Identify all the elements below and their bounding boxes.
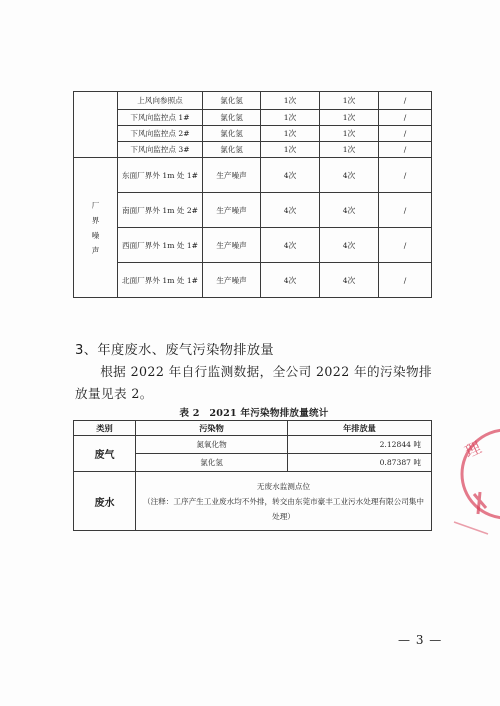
monitor-factor: 生产噪声	[203, 263, 261, 298]
monitor-point: 下风向监控点 3#	[118, 142, 203, 158]
emission-amount: 2.12844 吨	[288, 436, 432, 454]
water-note-cell	[136, 472, 432, 531]
monitor-note: /	[379, 263, 432, 298]
monitor-factor: 氯化氢	[203, 142, 261, 158]
monitor-point: 上风向参照点	[118, 92, 203, 110]
svg-text:理: 理	[461, 437, 485, 462]
monitor-note: /	[379, 158, 432, 193]
monitor-frequency: 4次	[261, 193, 320, 228]
water-category-cell: 废水	[74, 472, 136, 531]
table-caption: 表 2 2021 年污染物排放量统计	[179, 408, 329, 419]
monitor-factor: 生产噪声	[203, 228, 261, 263]
seal-stamp-icon	[440, 422, 500, 542]
monitor-point: 东面厂界外 1m 处 1#	[118, 158, 203, 193]
pollutant-name: 氯化氢	[136, 454, 288, 472]
table-row	[74, 110, 432, 126]
gas-category-cell: 废气	[74, 436, 136, 472]
monitor-note: /	[379, 110, 432, 126]
monitor-factor: 生产噪声	[203, 158, 261, 193]
table-row	[74, 142, 432, 158]
monitor-frequency: 4次	[261, 158, 320, 193]
monitor-note: /	[379, 142, 432, 158]
monitor-point: 下风向监控点 2#	[118, 126, 203, 142]
table-row	[74, 126, 432, 142]
page-number: — 3 —	[398, 633, 443, 647]
monitor-factor: 氯化氢	[203, 126, 261, 142]
monitor-frequency: 4次	[320, 228, 379, 263]
monitor-point: 南面厂界外 1m 处 2#	[118, 193, 203, 228]
monitor-point: 下风向监控点 1#	[118, 110, 203, 126]
water-note-line: 无废水监测点位	[256, 481, 311, 491]
emission-amount: 0.87387 吨	[288, 454, 432, 472]
table-row	[74, 472, 432, 531]
monitor-point: 西面厂界外 1m 处 1#	[118, 228, 203, 263]
monitor-note: /	[379, 228, 432, 263]
monitor-frequency: 4次	[320, 158, 379, 193]
monitor-frequency: 1次	[320, 126, 379, 142]
monitor-factor: 氯化氢	[203, 110, 261, 126]
monitor-factor: 生产噪声	[203, 193, 261, 228]
header-pollutant: 污染物	[136, 421, 288, 436]
empty-category-cell	[74, 92, 118, 158]
table-header-row	[74, 421, 432, 436]
table-row	[74, 436, 432, 454]
monitor-point: 北面厂界外 1m 处 1#	[118, 263, 203, 298]
monitor-frequency: 1次	[320, 110, 379, 126]
section-heading: 3、年度废水、废气污染物排放量	[75, 343, 275, 358]
monitor-frequency: 4次	[261, 263, 320, 298]
monitor-factor: 氯化氢	[203, 92, 261, 110]
monitor-frequency: 4次	[320, 263, 379, 298]
table-row	[74, 228, 432, 263]
noise-category-cell: 厂界噪声	[74, 158, 118, 298]
monitor-frequency: 4次	[261, 228, 320, 263]
table-row	[74, 263, 432, 298]
monitor-frequency: 1次	[261, 142, 320, 158]
header-amount: 年排放量	[288, 421, 432, 436]
monitor-note: /	[379, 193, 432, 228]
monitor-frequency: 1次	[261, 92, 320, 110]
header-category: 类别	[74, 421, 136, 436]
pollutant-name: 氮氧化物	[136, 436, 288, 454]
monitor-note: /	[379, 92, 432, 110]
monitor-frequency: 1次	[261, 126, 320, 142]
water-note-detail: （注释：工序产生工业废水均不外排，转交由东莞市豪丰工业污水处理有限公司集中处理）	[143, 496, 424, 521]
emission-table	[73, 420, 432, 531]
body-paragraph: 根据 2022 年自行监测数据，全公司 2022 年的污染物排放量见表 2。	[75, 364, 432, 401]
monitor-note: /	[379, 126, 432, 142]
monitor-frequency: 1次	[320, 92, 379, 110]
table-row	[74, 158, 432, 193]
table-row	[74, 92, 432, 110]
monitor-frequency: 4次	[320, 193, 379, 228]
table-row	[74, 193, 432, 228]
monitoring-table	[73, 91, 432, 298]
monitor-frequency: 1次	[261, 110, 320, 126]
monitor-frequency: 1次	[320, 142, 379, 158]
